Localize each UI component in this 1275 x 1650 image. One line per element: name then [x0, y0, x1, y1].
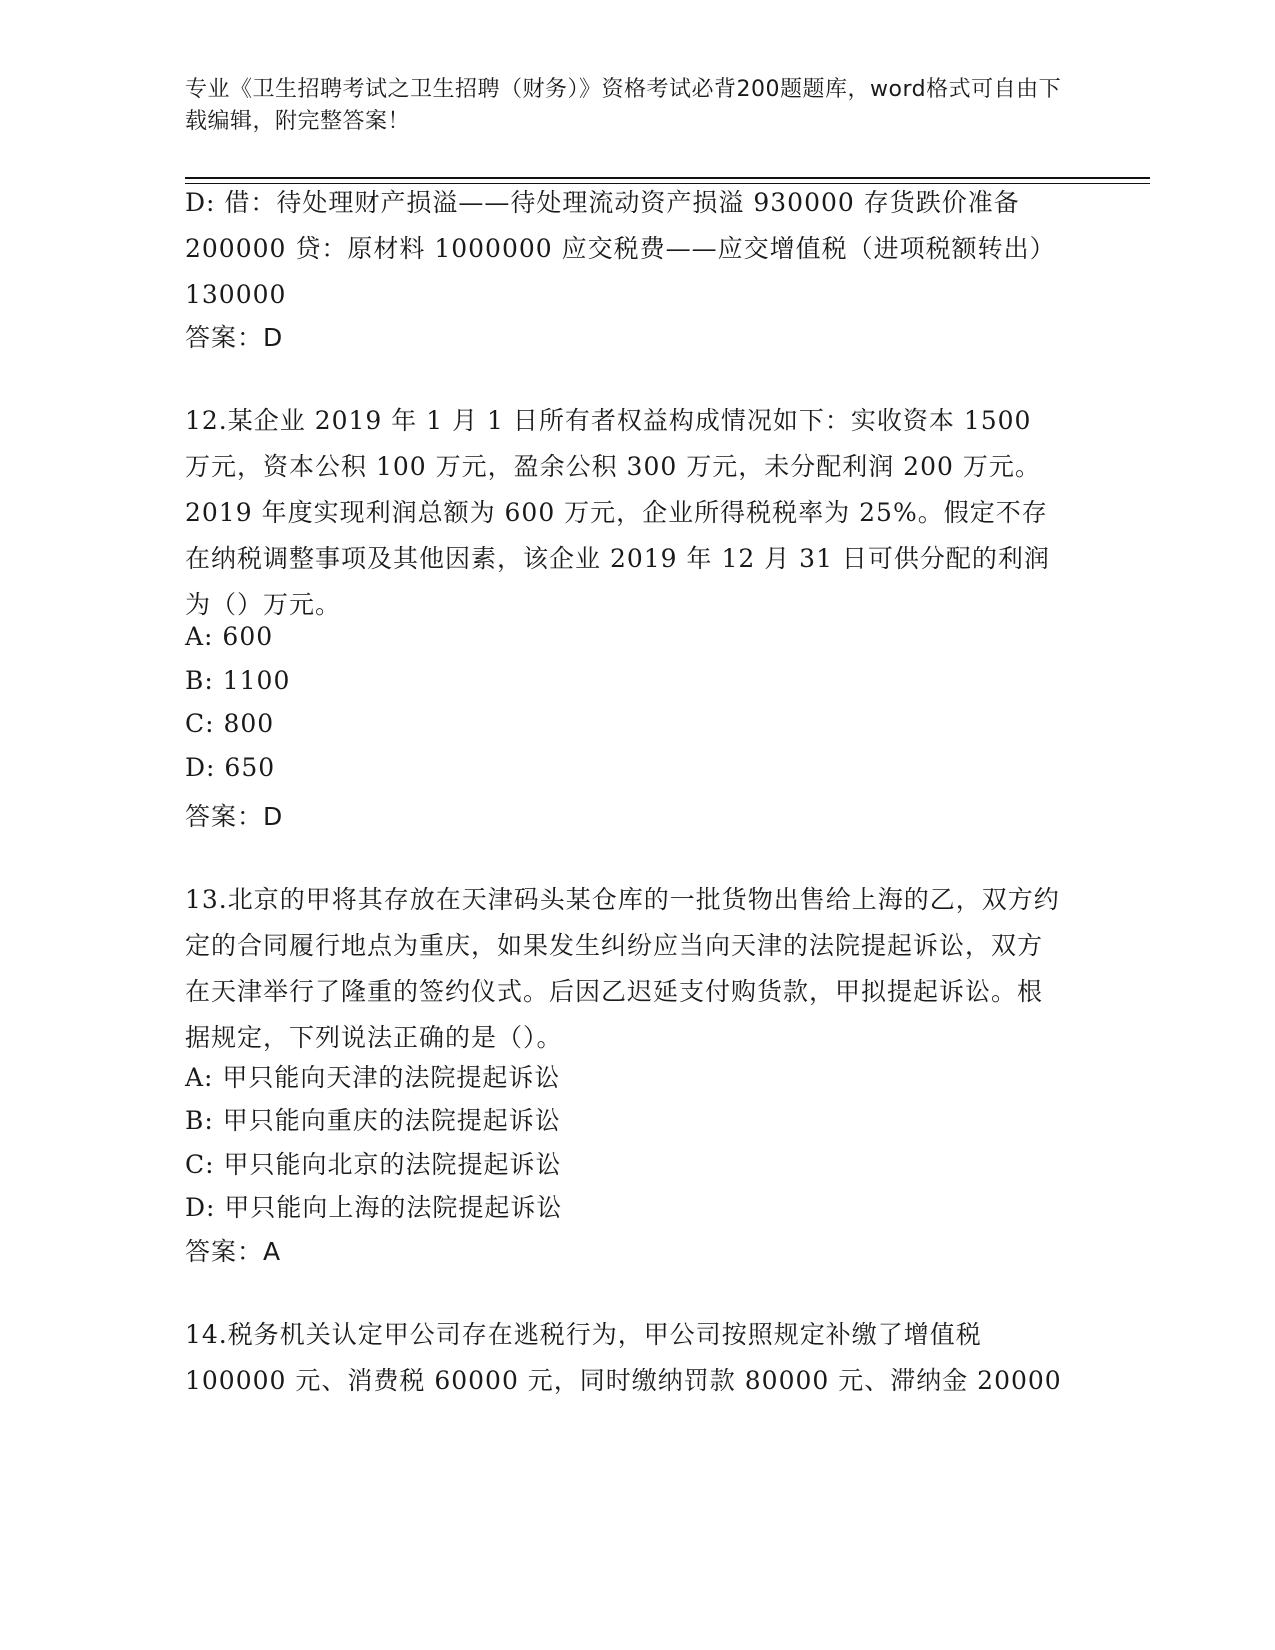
option-a: A: 甲只能向天津的法院提起诉讼	[185, 1063, 561, 1092]
question-stem: 12.某企业 2019 年 1 月 1 日所有者权益构成情况如下：实收资本 1500 万元，资本公积 100 万元，盈余公积 300 万元，未分配利润 200 万元。2019 年度实现利润总额为 600 万元，企业所得税税率为 25%。假定不存在纳税调整事项及其他因素，该企业 2019 年 12 月 31 日可供分配的利润为（）万元。	[185, 406, 1050, 619]
option-d: D: 甲只能向上海的法院提起诉讼	[185, 1193, 563, 1222]
option-d: D: 借：待处理财产损溢——待处理流动资产损溢 930000 存货跌价准备 200000 贷：原材料 1000000 应交税费——应交增值税（进项税额转出）130000	[185, 188, 1056, 309]
option-d: D: 650	[185, 753, 276, 782]
option-b: B: 甲只能向重庆的法院提起诉讼	[185, 1106, 561, 1135]
option-a: A: 600	[185, 622, 274, 651]
option-c: C: 甲只能向北京的法院提起诉讼	[185, 1150, 562, 1179]
question-stem: 14.税务机关认定甲公司存在逃税行为，甲公司按照规定补缴了增值税 100000 元、消费税 60000 元，同时缴纳罚款 80000 元、滞纳金 20000	[185, 1320, 1062, 1395]
answer: 答案：A	[185, 1237, 282, 1266]
answer: 答案：D	[185, 323, 284, 352]
document-title: 专业《卫生招聘考试之卫生招聘（财务）》资格考试必背200题题库，word格式可自由下载编辑，附完整答案！	[185, 77, 1062, 134]
option-b: B: 1100	[185, 666, 291, 695]
question-stem: 13.北京的甲将其存放在天津码头某仓库的一批货物出售给上海的乙，双方约定的合同履行地点为重庆，如果发生纠纷应当向天津的法院提起诉讼，双方在天津举行了隆重的签约仪式。后因乙迟延支付购货款，甲拟提起诉讼。根据规定，下列说法正确的是（）。	[185, 885, 1060, 1052]
header-rule-thick	[185, 177, 1150, 179]
option-c: C: 800	[185, 709, 275, 738]
answer: 答案：D	[185, 802, 284, 831]
